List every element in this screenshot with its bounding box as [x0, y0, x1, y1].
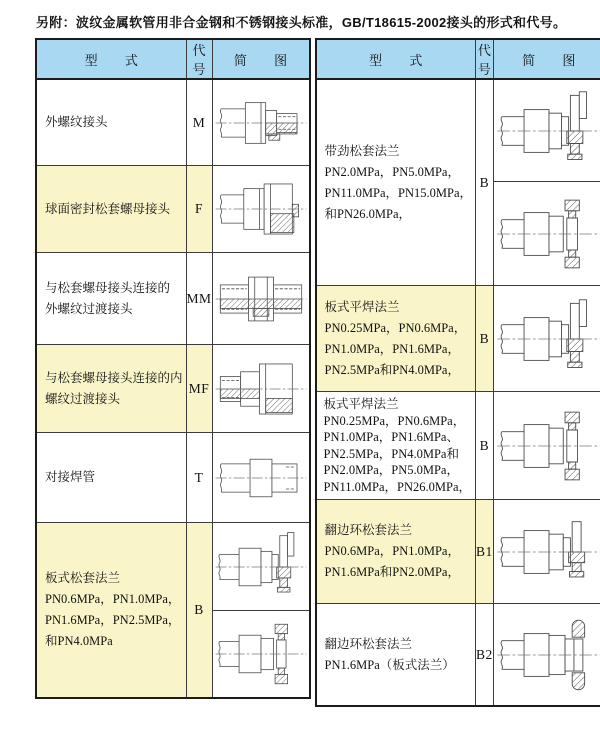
fitting-code-cell: B [186, 523, 212, 699]
fitting-code-cell: B [476, 392, 494, 500]
header-row [316, 39, 600, 79]
fitting-row [36, 433, 310, 523]
fitting-code-cell: M [186, 79, 212, 166]
fitting-code-cell: B [476, 286, 494, 392]
fitting-diagram-cell [212, 523, 310, 611]
page-title: 另附：波纹金属软管用非合金钢和不锈钢接头标准，GB/T18615-2002接头的形式和代号。 [36, 15, 567, 30]
header-row [36, 39, 310, 79]
right-table [315, 38, 600, 707]
fitting-type-line: 和PN4.0MPa [45, 634, 113, 648]
fitting-type-line: PN2.0MPa，PN5.0MPa， [323, 463, 459, 477]
fitting-type-line: 和PN26.0MPa， [324, 206, 411, 221]
right-table-mount [315, 38, 600, 707]
column-header-code: 代号 [476, 39, 494, 79]
fitting-diagram-cell [493, 79, 600, 182]
fitting-type-cell [36, 523, 186, 699]
fitting-type-line: PN1.6MPa和PN2.0MPa， [324, 565, 460, 579]
fitting-type-line: 板式松套法兰 [45, 571, 121, 585]
fitting-diagram-cell [212, 611, 310, 699]
fitting-row [36, 253, 310, 345]
fitting-row [316, 604, 600, 707]
fitting-row [316, 79, 600, 182]
fitting-type-line: 板式平焊法兰 [323, 397, 399, 411]
plate-weld-flange-tall-diagram [494, 298, 600, 380]
fitting-row [36, 345, 310, 433]
fitting-type-line: PN2.5MPa和PN4.0MPa， [324, 362, 460, 377]
fitting-diagram-cell [212, 166, 310, 253]
fitting-type-cell [316, 79, 476, 286]
fitting-type-line: 板式平焊法兰 [324, 299, 400, 314]
fitting-type-line: PN0.25MPa，PN0.6MPa， [324, 320, 467, 335]
fitting-diagram-cell [212, 345, 310, 433]
fitting-diagram-cell [493, 392, 600, 500]
fitting-type-cell [316, 604, 476, 707]
fitting-code-cell: F [186, 166, 212, 253]
fitting-type-line: PN11.0MPa，PN15.0MPa， [324, 185, 473, 200]
butt-weld-pipe-diagram [213, 442, 309, 514]
fitting-type-line: 外螺纹接头 [45, 115, 108, 129]
fitting-type-line: 与松套螺母接头连接的内 [45, 370, 183, 385]
fitting-diagram-cell [212, 253, 310, 345]
fitting-row [36, 166, 310, 253]
fitting-type-line: PN2.5MPa，PN4.0MPa和 [323, 446, 459, 461]
column-header-type: 型 式 [316, 39, 476, 79]
flared-ring-flange-b2-diagram [494, 614, 600, 696]
loose-nut-fitting-diagram [213, 173, 309, 245]
fitting-type-line: PN1.0MPa，PN1.6MPa， [324, 341, 460, 356]
fitting-code-cell: MM [186, 253, 212, 345]
plate-weld-flange-lobes-diagram [494, 405, 600, 487]
fitting-type-line: 球面密封松套螺母接头 [45, 201, 171, 216]
fitting-type-line: PN2.0MPa，PN5.0MPa， [324, 164, 460, 179]
fitting-type-line: PN0.6MPa，PN1.0MPa， [45, 592, 181, 606]
fitting-type-line: 对接焊管 [45, 470, 96, 484]
plate-loose-flange-bottom-diagram [213, 618, 309, 690]
left-table [35, 38, 311, 699]
fitting-diagram-cell [212, 433, 310, 523]
fitting-code-cell: T [186, 433, 212, 523]
fitting-type-cell [36, 433, 186, 523]
fitting-diagram-cell [493, 604, 600, 707]
fitting-tables-container [35, 38, 600, 707]
fitting-diagram-cell [212, 79, 310, 166]
fitting-row [316, 392, 600, 500]
double-male-adapter-diagram [213, 263, 309, 335]
fitting-type-cell [316, 286, 476, 392]
fitting-type-line: 带劲松套法兰 [324, 143, 400, 158]
fitting-type-line: 翻边环松套法兰 [324, 523, 413, 537]
fitting-code-cell: B2 [476, 604, 494, 707]
fitting-type-cell [36, 253, 186, 345]
fitting-type-cell [36, 166, 186, 253]
fitting-type-line: 翻边环松套法兰 [324, 636, 413, 651]
fitting-type-cell [316, 392, 476, 500]
neck-loose-flange-top-diagram [494, 90, 600, 172]
fitting-code-cell: B [476, 79, 494, 286]
fitting-type-cell [36, 79, 186, 166]
fitting-type-cell [316, 500, 476, 604]
fitting-code-cell: B1 [476, 500, 494, 604]
fitting-type-line: 螺纹过渡接头 [45, 391, 121, 406]
fitting-row [36, 79, 310, 166]
plate-loose-flange-top-diagram [213, 531, 309, 603]
fitting-type-line: 与松套螺母接头连接的 [45, 280, 171, 295]
fitting-diagram-cell [493, 182, 600, 286]
fitting-diagram-cell [493, 286, 600, 392]
fitting-row [36, 523, 310, 611]
fitting-row [316, 500, 600, 604]
fitting-row [316, 286, 600, 392]
fitting-type-cell [36, 345, 186, 433]
fitting-type-line: PN11.0MPa，PN26.0MPa， [323, 479, 472, 494]
fitting-type-line: 外螺纹过渡接头 [45, 301, 133, 316]
fitting-code-cell: MF [186, 345, 212, 433]
fitting-type-line: PN0.6MPa，PN1.0MPa， [324, 544, 460, 558]
fitting-type-line: PN0.25MPa，PN0.6MPa， [323, 413, 466, 428]
fitting-diagram-cell [493, 500, 600, 604]
flared-ring-flange-b1-diagram [494, 511, 600, 593]
left-table-mount [35, 38, 311, 699]
fitting-type-line: PN1.6MPa，PN2.5MPa， [45, 613, 181, 627]
fitting-type-line: PN1.0MPa，PN1.6MPa、 [323, 430, 459, 444]
neck-loose-flange-bottom-diagram [494, 193, 600, 275]
column-header-type: 型 式 [36, 39, 186, 79]
female-thread-adapter-diagram [213, 353, 309, 425]
male-thread-fitting-diagram [213, 87, 309, 159]
column-header-diagram: 简 图 [212, 39, 310, 79]
fitting-type-line: PN1.6MPa（板式法兰） [324, 657, 455, 672]
column-header-diagram: 简 图 [493, 39, 600, 79]
column-header-code: 代号 [186, 39, 212, 79]
